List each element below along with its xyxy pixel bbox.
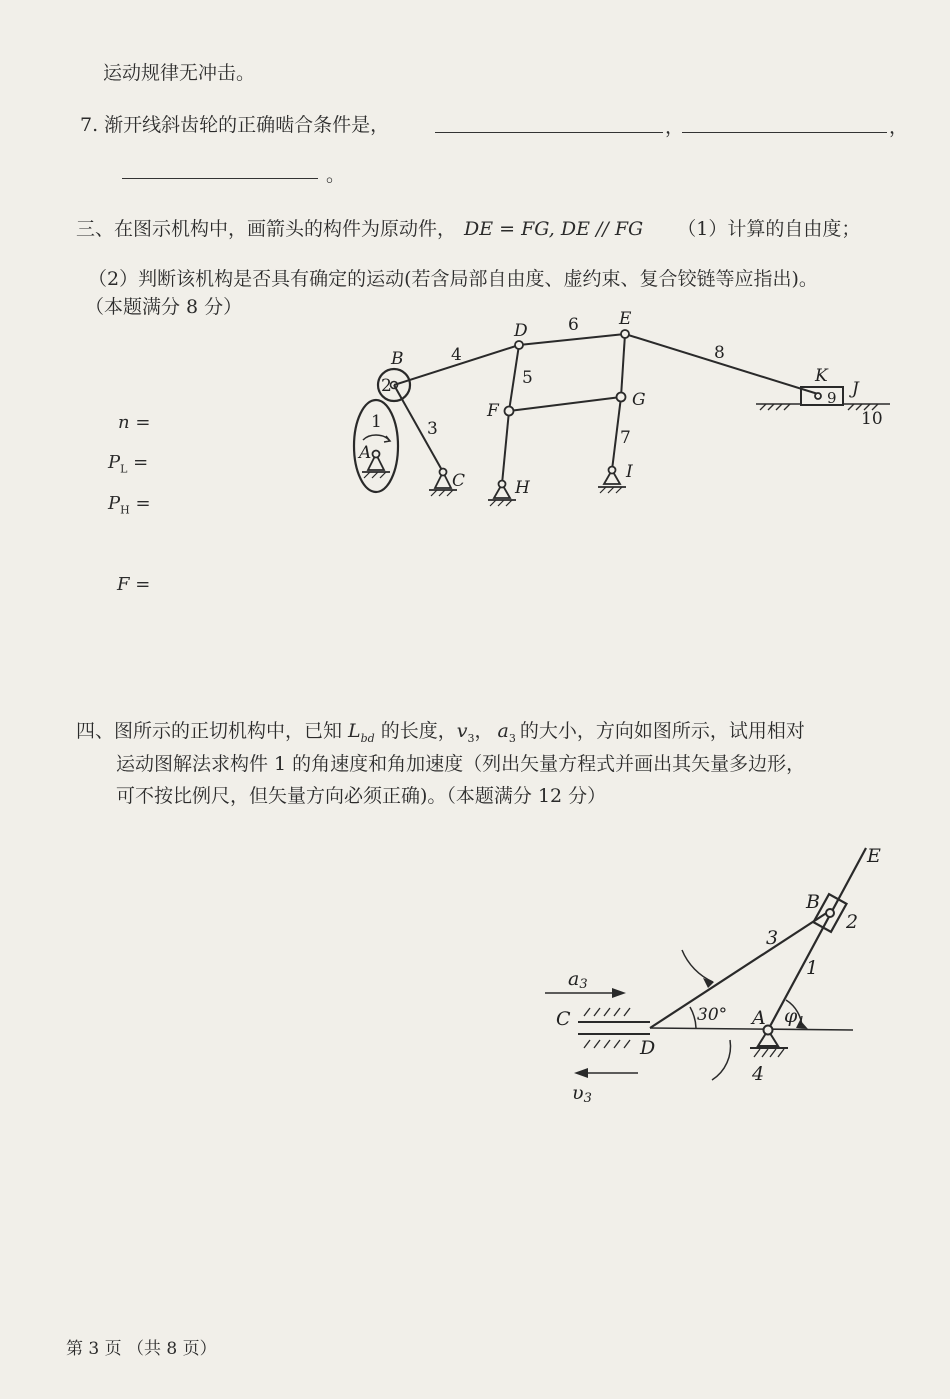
answer-PL: $P_L$ = [108,452,149,476]
q3-math-condition: DE = FG, DE // FG [464,218,644,240]
label-C: C [452,471,466,491]
answer-n: n = [118,412,151,433]
label-I: I [626,462,633,482]
label-K: K [815,366,828,386]
q4-line2: 运动图解法求构件 1 的角速度和角加速度（列出矢量方程式并画出其矢量多边形， [116,753,806,775]
q7-separator-2: ， [889,116,909,138]
label-2-q4: 2 [846,911,859,933]
label-1-q4: 1 [806,957,819,979]
label-J: J [852,379,859,399]
label-G: G [632,390,646,410]
q4-line3: 可不按比例尺，但矢量方向必须正确)。（本题满分 12 分） [116,785,607,807]
label-9: 9 [827,389,837,407]
label-2: 2 [381,376,392,396]
q3-score: （本题满分 8 分） [85,296,243,318]
continuation-text: 运动规律无冲击。 [103,62,256,84]
label-10: 10 [861,409,883,429]
answer-PH: $P_H$ = [108,493,151,517]
label-F: F [487,401,499,421]
label-B: B [391,349,404,369]
label-D-q4: D [640,1037,656,1059]
label-4-q4: 4 [752,1063,765,1085]
label-E-q4: E [867,845,881,867]
page-footer: 第 3 页 （共 8 页） [66,1339,217,1359]
q3-line1-b: （1）计算的自由度； [677,218,861,240]
label-3: 3 [427,419,438,439]
q3-line1-a: 三、在图示机构中，画箭头的构件为原动件， [76,218,457,240]
answer-F: F = [117,574,151,595]
label-D: D [514,321,528,341]
label-1: 1 [371,412,382,432]
label-4: 4 [451,345,462,365]
label-8: 8 [714,343,725,363]
label-phi1: φ1 [784,1005,805,1028]
label-A: A [359,443,372,463]
q7-end: 。 [326,164,346,186]
label-E: E [619,309,632,329]
label-C-q4: C [556,1008,571,1030]
label-B-q4: B [806,891,820,913]
label-3-q4: 3 [766,927,779,949]
label-6: 6 [568,315,579,335]
label-30deg: 30° [697,1005,728,1025]
label-5: 5 [522,368,533,388]
q7-separator-1: ， [665,116,685,138]
label-a3: a3 [568,968,588,992]
label-H: H [515,478,530,498]
label-A-q4: A [752,1007,766,1029]
q3-line2: （2）判断该机构是否具有确定的运动(若含局部自由度、虚约束、复合铰链等应指出)。 [88,268,818,290]
label-7: 7 [620,428,631,448]
label-v3: υ3 [572,1082,592,1106]
q4-line1: 四、图所示的正切机构中，已知 $L_{bd}$ 的长度，$v_3$， $a_3$ 的大小，方向如图所示，试用相对 [76,720,805,745]
q7-text: 7. 渐开线斜齿轮的正确啮合条件是， [80,114,390,136]
